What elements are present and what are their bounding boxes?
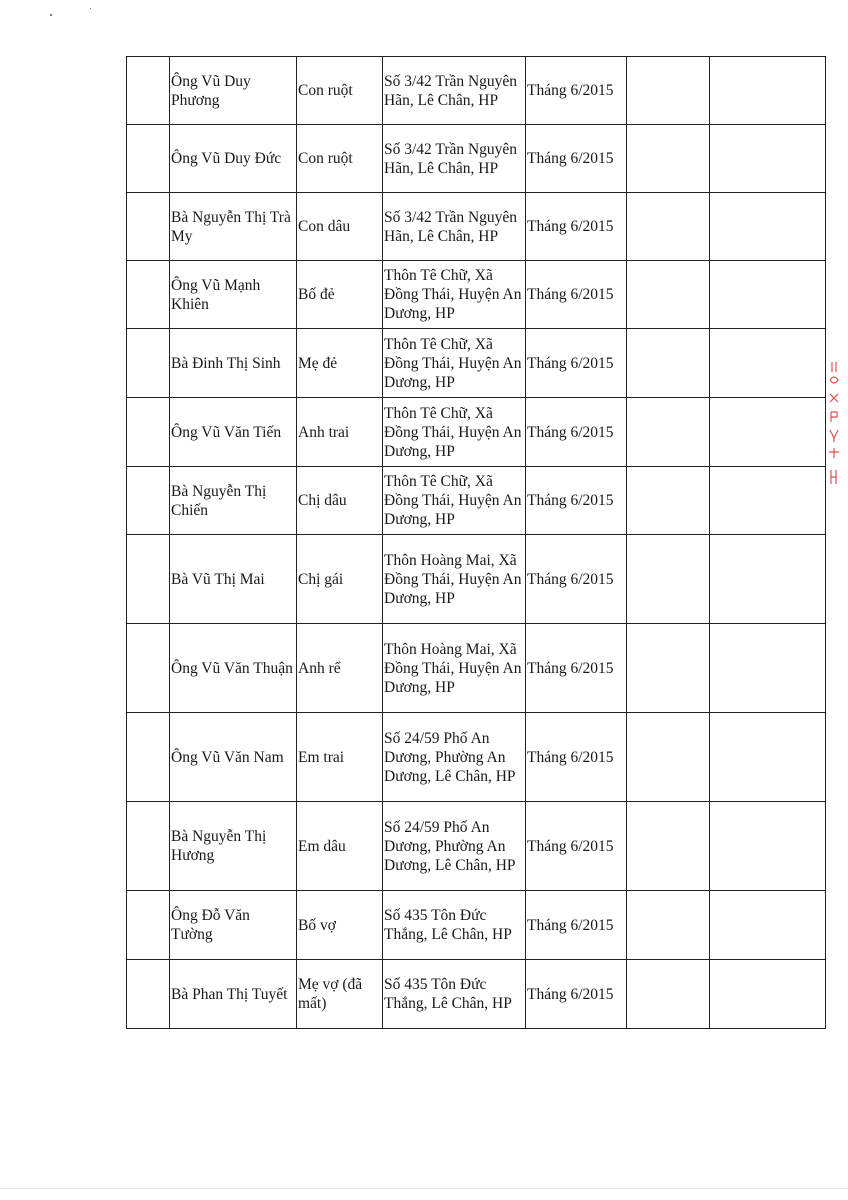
relation-cell: Chị gái bbox=[297, 535, 383, 624]
address-cell: Số 24/59 Phố An Dương, Phường An Dương, Lê Chân, HP bbox=[383, 802, 526, 891]
relation-cell: Anh rể bbox=[297, 624, 383, 713]
table-row bbox=[127, 624, 826, 713]
stamp-mark bbox=[826, 360, 842, 515]
table-row bbox=[127, 193, 826, 261]
address-cell: Thôn Tê Chữ, Xã Đồng Thái, Huyện An Dương, HP bbox=[383, 467, 526, 535]
relation-cell: Con ruột bbox=[297, 57, 383, 125]
time-cell: Tháng 6/2015 bbox=[526, 57, 627, 125]
time-cell: Tháng 6/2015 bbox=[526, 891, 627, 960]
address-cell: Số 3/42 Trần Nguyên Hãn, Lê Chân, HP bbox=[383, 125, 526, 193]
table-row bbox=[127, 960, 826, 1029]
table-row bbox=[127, 467, 826, 535]
time-cell: Tháng 6/2015 bbox=[526, 398, 627, 467]
name-cell: Ông Vũ Duy Phương bbox=[170, 57, 297, 125]
name-cell: Ông Vũ Văn Nam bbox=[170, 713, 297, 802]
name-cell: Bà Nguyễn Thị Chiến bbox=[170, 467, 297, 535]
empty-cell bbox=[710, 398, 826, 467]
relation-cell: Mẹ đẻ bbox=[297, 329, 383, 398]
empty-cell bbox=[627, 535, 710, 624]
name-cell: Ông Vũ Văn Thuận bbox=[170, 624, 297, 713]
scan-edge bbox=[0, 1188, 848, 1189]
empty-cell bbox=[627, 125, 710, 193]
time-cell: Tháng 6/2015 bbox=[526, 624, 627, 713]
address-cell: Thôn Tê Chữ, Xã Đồng Thái, Huyện An Dương, HP bbox=[383, 398, 526, 467]
blank-cell bbox=[127, 193, 170, 261]
empty-cell bbox=[710, 125, 826, 193]
table-row bbox=[127, 713, 826, 802]
empty-cell bbox=[710, 261, 826, 329]
table-row bbox=[127, 891, 826, 960]
name-cell: Bà Vũ Thị Mai bbox=[170, 535, 297, 624]
address-cell: Số 3/42 Trần Nguyên Hãn, Lê Chân, HP bbox=[383, 193, 526, 261]
relation-cell: Anh trai bbox=[297, 398, 383, 467]
relation-cell: Bố đẻ bbox=[297, 261, 383, 329]
time-cell: Tháng 6/2015 bbox=[526, 193, 627, 261]
blank-cell bbox=[127, 535, 170, 624]
time-cell: Tháng 6/2015 bbox=[526, 713, 627, 802]
relation-cell: Con ruột bbox=[297, 125, 383, 193]
empty-cell bbox=[710, 193, 826, 261]
empty-cell bbox=[627, 329, 710, 398]
relation-cell: Em dâu bbox=[297, 802, 383, 891]
empty-cell bbox=[627, 57, 710, 125]
empty-cell bbox=[710, 960, 826, 1029]
empty-cell bbox=[710, 802, 826, 891]
time-cell: Tháng 6/2015 bbox=[526, 329, 627, 398]
blank-cell bbox=[127, 891, 170, 960]
blank-cell bbox=[127, 57, 170, 125]
empty-cell bbox=[627, 713, 710, 802]
empty-cell bbox=[627, 624, 710, 713]
blank-cell bbox=[127, 960, 170, 1029]
address-cell: Thôn Tê Chữ, Xã Đồng Thái, Huyện An Dương, HP bbox=[383, 261, 526, 329]
table-row bbox=[127, 125, 826, 193]
empty-cell bbox=[627, 261, 710, 329]
address-cell: Số 24/59 Phố An Dương, Phường An Dương, Lê Chân, HP bbox=[383, 713, 526, 802]
empty-cell bbox=[627, 891, 710, 960]
empty-cell bbox=[627, 960, 710, 1029]
name-cell: Bà Nguyễn Thị Trà My bbox=[170, 193, 297, 261]
name-cell: Ông Đỗ Văn Tường bbox=[170, 891, 297, 960]
empty-cell bbox=[710, 713, 826, 802]
name-cell: Ông Vũ Duy Đức bbox=[170, 125, 297, 193]
empty-cell bbox=[710, 891, 826, 960]
empty-cell bbox=[710, 57, 826, 125]
relation-cell: Mẹ vợ (đã mất) bbox=[297, 960, 383, 1029]
blank-cell bbox=[127, 713, 170, 802]
time-cell: Tháng 6/2015 bbox=[526, 802, 627, 891]
blank-cell bbox=[127, 802, 170, 891]
name-cell: Ông Vũ Mạnh Khiên bbox=[170, 261, 297, 329]
empty-cell bbox=[627, 398, 710, 467]
relation-cell: Con dâu bbox=[297, 193, 383, 261]
blank-cell bbox=[127, 624, 170, 713]
relatives-table-body bbox=[127, 57, 826, 1029]
stamp-mark-icon bbox=[826, 360, 842, 510]
empty-cell bbox=[710, 535, 826, 624]
table-row bbox=[127, 398, 826, 467]
time-cell: Tháng 6/2015 bbox=[526, 467, 627, 535]
address-cell: Thôn Hoàng Mai, Xã Đồng Thái, Huyện An Dương, HP bbox=[383, 535, 526, 624]
time-cell: Tháng 6/2015 bbox=[526, 261, 627, 329]
table-row bbox=[127, 57, 826, 125]
relation-cell: Bố vợ bbox=[297, 891, 383, 960]
blank-cell bbox=[127, 398, 170, 467]
empty-cell bbox=[710, 329, 826, 398]
empty-cell bbox=[710, 467, 826, 535]
empty-cell bbox=[627, 467, 710, 535]
scan-speck bbox=[90, 8, 91, 9]
table-row bbox=[127, 329, 826, 398]
table-row bbox=[127, 535, 826, 624]
empty-cell bbox=[627, 802, 710, 891]
blank-cell bbox=[127, 467, 170, 535]
empty-cell bbox=[627, 193, 710, 261]
table-row bbox=[127, 802, 826, 891]
relation-cell: Em trai bbox=[297, 713, 383, 802]
name-cell: Bà Nguyễn Thị Hương bbox=[170, 802, 297, 891]
relation-cell: Chị dâu bbox=[297, 467, 383, 535]
name-cell: Bà Đinh Thị Sinh bbox=[170, 329, 297, 398]
address-cell: Thôn Tê Chữ, Xã Đồng Thái, Huyện An Dương, HP bbox=[383, 329, 526, 398]
address-cell: Số 3/42 Trần Nguyên Hãn, Lê Chân, HP bbox=[383, 57, 526, 125]
time-cell: Tháng 6/2015 bbox=[526, 535, 627, 624]
relatives-table bbox=[126, 56, 826, 1029]
blank-cell bbox=[127, 329, 170, 398]
address-cell: Thôn Hoàng Mai, Xã Đồng Thái, Huyện An Dương, HP bbox=[383, 624, 526, 713]
blank-cell bbox=[127, 261, 170, 329]
time-cell: Tháng 6/2015 bbox=[526, 960, 627, 1029]
empty-cell bbox=[710, 624, 826, 713]
name-cell: Ông Vũ Văn Tiến bbox=[170, 398, 297, 467]
scan-speck bbox=[50, 14, 52, 16]
blank-cell bbox=[127, 125, 170, 193]
address-cell: Số 435 Tôn Đức Thắng, Lê Chân, HP bbox=[383, 891, 526, 960]
table-row bbox=[127, 261, 826, 329]
time-cell: Tháng 6/2015 bbox=[526, 125, 627, 193]
address-cell: Số 435 Tôn Đức Thắng, Lê Chân, HP bbox=[383, 960, 526, 1029]
name-cell: Bà Phan Thị Tuyết bbox=[170, 960, 297, 1029]
